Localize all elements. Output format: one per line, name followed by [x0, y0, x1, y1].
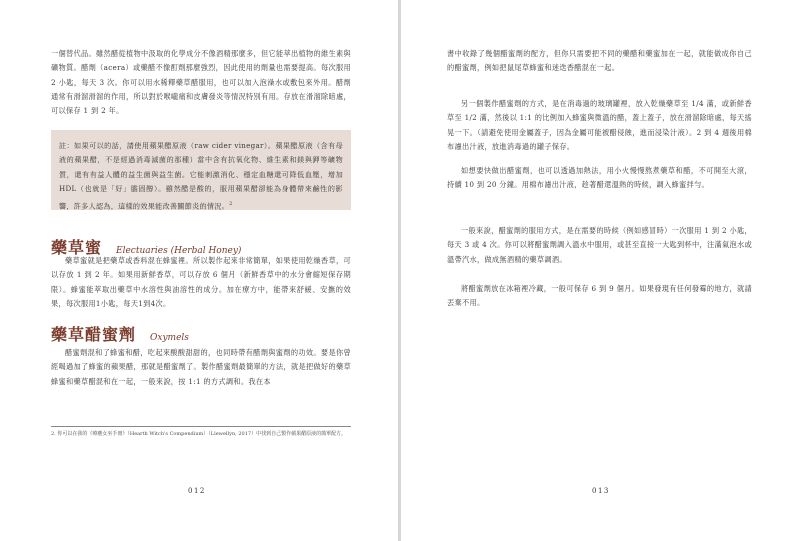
- right-paragraph-2: 另一個製作醋蜜劑的方式，是在消毒過的玻璃罐裡，放入乾燥藥草至 1/4 滿，或新鮮香草至 1/2 滿，然後以 1:1 的比例加入蜂蜜與微溫的醋，蓋上蓋子，放在滑溜除暗處，每天搖晃一下。（請避免使用金屬蓋子，因為金屬可能被醋侵蝕，進而浸染汁液）。2 到 4 週後用棉布濾出汁液，放進消毒過的罐子保存。: [447, 99, 752, 151]
- section-title-zh: 藥草蜜: [51, 238, 103, 257]
- section-title-zh: 藥草醋蜜劑: [51, 325, 137, 344]
- note-box: [51, 130, 351, 210]
- right-page: [401, 0, 799, 541]
- right-paragraph-5: 將醋蜜劑放在冰箱裡冷藏，一般可保存 6 到 9 個月。如果發現有任何發霉的地方，就請丟棄不用。: [447, 284, 752, 308]
- left-paragraph-1: 一個替代品。雖然醋從植物中汲取的化學成分不像酒精那麼多，但它能萃出植物的維生素與礦物質。醋劑（acera）或藥醋不像酊劑那麼強烈，因此使用的劑量也需要提高。每次服用 2 小匙，每天 3 次。你可以用水稀釋藥草醋服用，也可以加入泡澡水或敷包來外用。醋劑通常有滑溜滑溜的作用，所以對於喉嚨痛和皮膚發炎等情況特別有用。存放在滑溜除暗處，可以保存 1 到 2 年。: [51, 49, 351, 116]
- section-title-en: Oxymels: [150, 333, 189, 343]
- footnote-divider: [51, 426, 351, 427]
- right-paragraph-3: 如想要快做出醋蜜劑，也可以透過加熱法，用小火慢慢熬煮藥草和醋，不可開至大滾，持續 10 到 20 分鐘。用棉布濾出汁液，趁著醋還溫熱的時候，調入蜂蜜拌勻。: [447, 166, 752, 190]
- note-text: [59, 139, 343, 213]
- page-number-left: 012: [188, 487, 206, 495]
- footnote: 2. 你可以在我的《療癒女巫手冊》（Hearth Witch's Compendium）（Llewellyn, 2017）中找到自己製作蘋果醋原液的簡單配方。: [51, 431, 347, 437]
- page-number-right: 013: [592, 487, 610, 495]
- note-body: 註：如果可以的話，請使用蘋果醋原液（raw cider vinegar）。蘋果醋原液（含有母液的蘋果醋，不是經過消毒滅菌的那種）當中含有抗氧化物、維生素和鎂與鉀等礦物質，還有有益人體的益生菌與益生菌。它能刺激消化、穩定血糖還可降低血壓，增加 HDL（也就是「好」膽固醇）。雖然醋是酸的，服用蘋果醋卻能為身體帶來鹼性的影響，許多人認為，這樣的效果能改善關節炎的情況。: [59, 141, 343, 210]
- section-body-oxymels: 醋蜜劑混和了蜂蜜和醋，吃起來酸酸甜甜的，也同時帶有醋劑與蜜劑的功效。要是你曾經喝過加了蜂蜜的蘋果醋，那就是醋蜜劑了。製作醋蜜劑最簡單的方法，就是把做好的藥草蜂蜜和藥草醋混和在一起，一般來說，按 1:1 的方式調和。我在本: [51, 348, 351, 386]
- footnote-ref: 2: [229, 200, 233, 207]
- section-body-electuaries: 藥草蜜就是把藥草或香料混在蜂蜜裡。所以製作起來非常簡單，如果使用乾燥香草，可以存放 1 到 2 年。如果用新鮮香草，可以存放 6 個月（新鮮香草中的水分會縮短保存期限）。蜂蜜能萃取出藥草中水溶性與油溶性的成分。加在療方中，能帶來舒緩、安撫的效果，每次服用1小匙，每天1到4次。: [51, 256, 351, 308]
- section-title-en: Electuaries (Herbal Honey): [116, 246, 242, 256]
- left-page: [0, 0, 398, 541]
- section-title-oxymels: [51, 322, 189, 344]
- right-paragraph-4: 一般來說，醋蜜劑的服用方式，是在需要的時候（例如感冒時）一次服用 1 到 2 小匙，每天 3 或 4 次。你可以將醋蜜劑調入溫水中服用，或甚至直接一大匙到杯中，注滿氣泡水或溫帶汽水，做成無酒精的藥草調酒。: [447, 226, 752, 264]
- right-paragraph-1: 書中收錄了幾個醋蜜劑的配方，但你只需要把不同的藥醋和藥蜜加在一起，就能做成你自己的醋蜜劑，例如把鼠尾草蜂蜜和迷迭香醋混在一起。: [447, 49, 752, 73]
